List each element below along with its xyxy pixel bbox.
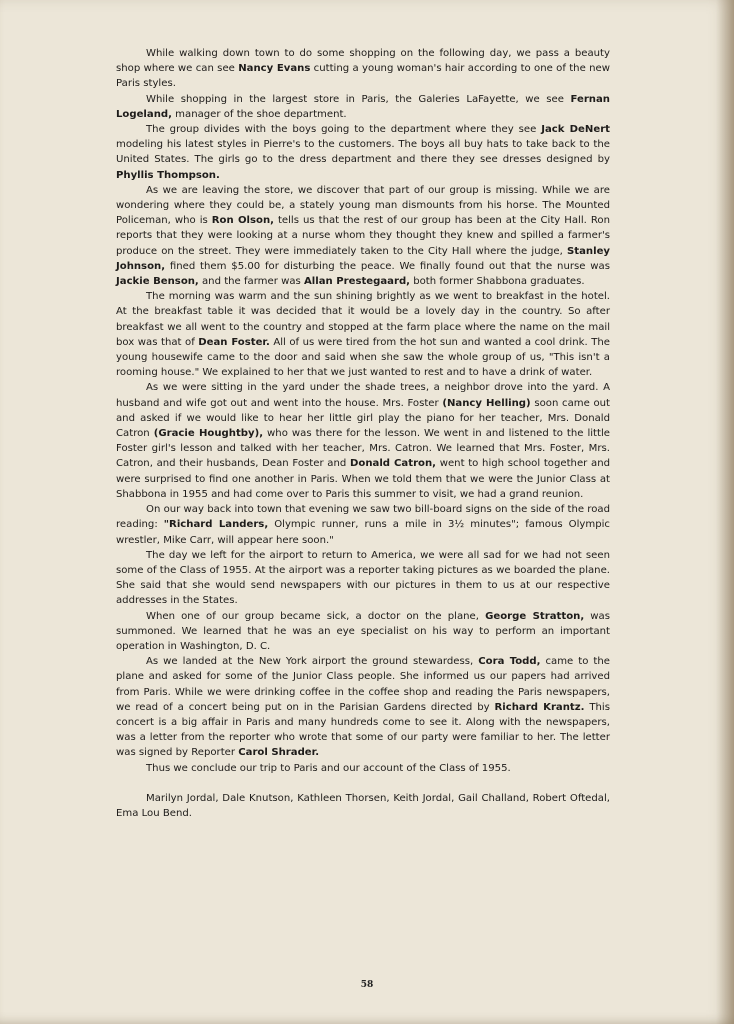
paragraph-text: As we were sitting in the yard under the shade trees, a neighbor drove into the yard. A husband and wife got out and went into the house. Mrs. Foster <box>116 382 610 409</box>
paragraph-text: cutting a young woman's hair according to one of the new Paris styles. <box>116 63 610 90</box>
person-name: (Nancy Helling) <box>442 397 531 409</box>
paragraph-text: manager of the shoe department. <box>171 108 347 120</box>
story-paragraph <box>116 46 610 92</box>
person-name: Fernan Logeland, <box>116 93 610 120</box>
person-name: Dean Foster. <box>198 336 270 348</box>
person-name: Phyllis Thompson. <box>116 169 220 181</box>
story-paragraph <box>116 609 610 655</box>
paragraph-text: The group divides with the boys going to the department where they see <box>146 124 542 136</box>
person-name: Donald Catron, <box>350 458 436 470</box>
paragraph-text: Thus we conclude our trip to Paris and our account of the Class of 1955. <box>146 762 511 774</box>
story-paragraph <box>116 380 610 502</box>
paragraph-text: went to high school together and were surprised to find one another in Paris. When we told them that we were the Junior Class at Shabbona in 1955 and had come over to Paris this summer to visit, we had a grand reunion. <box>116 458 610 500</box>
story-paragraph <box>116 122 610 183</box>
paragraph-text: tells us that the rest of our group has been at the City Hall. Ron reports that they were looking at a nurse whom they thought they knew and spilled a farmer's produce on the street. They were immediately taken to the City Hall where the judge, <box>116 215 610 257</box>
paragraph-text: The morning was warm and the sun shining brightly as we went to breakfast in the hotel. At the breakfast table it was decided that it would be a lovely day in the country. So after breakfast we all went to the country and stopped at the farm place where the name on the mail box was that of <box>116 291 610 348</box>
person-name: "Richard Landers, <box>163 519 269 531</box>
person-name: Jack DeNert <box>541 124 611 136</box>
person-name: Nancy Evans <box>238 63 311 75</box>
person-name: (Gracie Houghtby), <box>153 428 264 440</box>
page-number: 58 <box>360 980 374 990</box>
paragraph-text: was summoned. We learned that he was an eye specialist on his way to perform an important operation in Washington, D. C. <box>116 610 610 652</box>
paragraph-text: Olympic runner, runs a mile in 3½ minutes"; famous Olympic wrestler, Mike Carr, will appear here soon." <box>116 519 610 546</box>
story-paragraph <box>116 183 610 289</box>
story-paragraph <box>116 289 610 380</box>
authors-line: Marilyn Jordal, Dale Knutson, Kathleen Thorsen, Keith Jordal, Gail Challand, Robert Oftedal, Ema Lou Bend. <box>116 792 610 819</box>
person-name: Carol Shrader. <box>238 747 320 759</box>
paragraph-text: modeling his latest styles in Pierre's to the customers. The boys all buy hats to take back to the United States. The girls go to the dress department and there they see dresses designed by <box>116 139 610 166</box>
person-name: Stanley Johnson, <box>116 245 610 272</box>
paragraph-text: All of us were tired from the hot sun and wanted a cool drink. The young housewife came to the door and said when she saw the whole group of us, "This isn't a rooming house." We explained to her that we just wanted to rest and to have a drink of water. <box>116 336 610 379</box>
paragraph-text: When one of our group became sick, a doctor on the plane, <box>146 610 486 622</box>
story-paragraph <box>116 761 610 776</box>
story-paragraph <box>116 548 610 609</box>
paragraph-text: The day we left for the airport to return to America, we were all sad for we had not seen some of the Class of 1955. At the airport was a reporter taking pictures as we boarded the plane. She said that she would send newspapers with our pictures in them to us at our respective addresses in the States. <box>116 549 610 607</box>
paragraph-text: soon came out and asked if we would like to hear her little girl play the piano for her teacher, Mrs. Donald Catron <box>116 397 611 440</box>
story-paragraph <box>116 502 610 548</box>
story-paragraph <box>116 654 610 760</box>
person-name: George Stratton, <box>485 610 585 622</box>
paragraph-text: both former Shabbona graduates. <box>410 276 585 288</box>
person-name: Richard Krantz. <box>494 701 585 713</box>
paragraph-text: As we are leaving the store, we discover that part of our group is missing. While we are wondering where they could be, a stately young man dismounts from his horse. The Mounted Policeman, who is <box>116 184 610 227</box>
story-paragraph <box>116 92 610 122</box>
story-text <box>116 46 610 821</box>
paragraph-text: While shopping in the largest store in Paris, the Galeries LaFayette, we see <box>146 93 571 105</box>
paragraph-text: fined them $5.00 for disturbing the peace. We finally found out that the nurse was <box>165 260 610 272</box>
paragraph-text: As we landed at the New York airport the ground stewardess, <box>146 656 479 668</box>
person-name: Cora Todd, <box>478 656 541 668</box>
paragraph-text: While walking down town to do some shopping on the following day, we pass a beauty shop where we can see <box>116 48 610 75</box>
page-binding-shadow <box>716 0 734 1024</box>
paragraph-text: who was there for the lesson. We went in and listened to the little Foster girl's lesson and talked with her teacher, Mrs. Catron. We learned that Mrs. Foster, Mrs. Catron, and their husbands, Dean Foster and <box>116 428 610 470</box>
person-name: Ron Olson, <box>211 215 274 227</box>
paragraph-text: This concert is a big affair in Paris and many hundreds come to see it. Along with the newspapers, was a letter from the reporter who wrote that some of our party were familiar to her. The letter was signed by Reporter <box>116 701 610 759</box>
story-paragraphs <box>116 46 610 776</box>
paragraph-text: came to the plane and asked for some of the Junior Class people. She informed us our papers had arrived from Paris. While we were drinking coffee in the coffee shop and reading the Paris newspapers, we read of a concert being put on in the Parisian Gardens directed by <box>116 656 610 713</box>
person-name: Allan Prestegaard, <box>303 276 411 288</box>
person-name: Jackie Benson, <box>116 276 199 288</box>
paragraph-text: and the farmer was <box>198 276 304 288</box>
paragraph-text: On our way back into town that evening we saw two bill-board signs on the side of the road reading: <box>116 504 610 531</box>
